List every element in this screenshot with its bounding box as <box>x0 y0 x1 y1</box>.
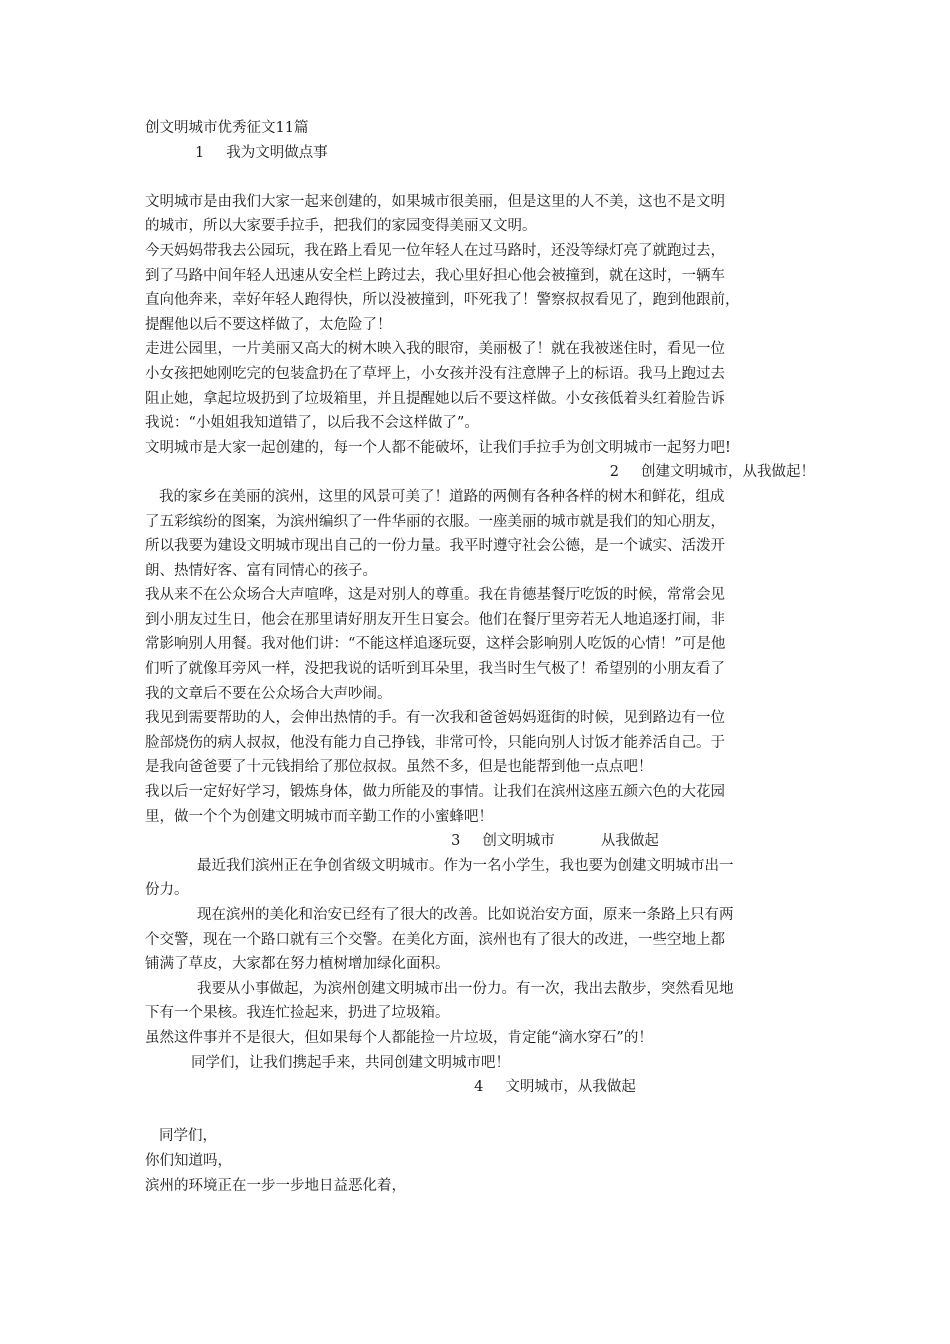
paragraph-line: 阻止她，拿起垃圾扔到了垃圾箱里，并且提醒她以后不要这样做。小女孩低着头红着脸告诉 <box>145 390 725 407</box>
paragraph-line: 同学们，让我们携起手来，共同创建文明城市吧！ <box>191 1054 510 1071</box>
document-title: 创文明城市优秀征文11篇 <box>145 120 309 136</box>
document-body <box>145 116 815 1198</box>
paragraph-line: 同学们， <box>159 1128 217 1145</box>
section-3-heading <box>145 829 815 854</box>
section-1-number: 1 <box>195 144 205 161</box>
paragraph-line: 我要从小事做起，为滨州创建文明城市出一份力。有一次，我出去散步，突然看见地 <box>197 980 734 997</box>
paragraph-line: 所以我要为建设文明城市现出自己的一份力量。我平时遵守社会公德，是一个诚实、活泼开 <box>145 538 725 555</box>
section-4-heading <box>145 1075 815 1100</box>
paragraph-line: 脸部烧伤的病人叔叔，他没有能力自己挣钱，非常可怜，只能向别人讨饭才能养活自己。于 <box>145 734 725 751</box>
section-1-heading <box>145 141 815 166</box>
paragraph-line: 份力。 <box>145 882 189 899</box>
blank-line <box>145 165 815 190</box>
section-3-title-b: 从我做起 <box>600 833 659 850</box>
section-2-number: 2 <box>609 464 619 481</box>
paragraph-line: 我从来不在公众场合大声喧哗，这是对别人的尊重。我在肯德基餐厅吃饭的时候，常常会见 <box>145 587 725 604</box>
section-1-title: 我为文明做点事 <box>226 144 328 161</box>
paragraph-line: 下有一个果核。我连忙捡起来，扔进了垃圾箱。 <box>145 1005 450 1022</box>
paragraph-line: 常影响别人用餐。我对他们讲：“不能这样追逐玩耍，这样会影响别人吃饭的心情！”可是他 <box>145 636 726 653</box>
paragraph-line: 我的文章后不要在公众场合大声吵闹。 <box>145 685 392 702</box>
paragraph-line: 直向他奔来，幸好年轻人跑得快，所以没被撞到，吓死我了！警察叔叔看见了，跑到他跟前， <box>145 292 740 309</box>
section-2-title: 创建文明城市，从我做起！ <box>641 464 815 481</box>
paragraph-line: 提醒他以后不要这样做了，太危险了！ <box>145 316 392 333</box>
paragraph-line: 是我向爸爸要了十元钱捐给了那位叔叔。虽然不多，但是也能帮到他一点点吧！ <box>145 759 653 776</box>
section-4-number: 4 <box>474 1079 484 1096</box>
paragraph-line: 我说：“小姐姐我知道错了，以后我不会这样做了”。 <box>145 415 479 432</box>
section-4-title: 文明城市，从我做起 <box>505 1079 636 1096</box>
section-3-title-a: 创文明城市 <box>482 833 555 850</box>
paragraph-line: 的城市，所以大家要手拉手，把我们的家园变得美丽又文明。 <box>145 218 537 235</box>
paragraph-line: 朗、热情好客、富有同情心的孩子。 <box>145 562 377 579</box>
section-3-number: 3 <box>451 833 461 850</box>
blank-line <box>145 1100 815 1125</box>
paragraph-line: 虽然这件事并不是很大，但如果每个人都能捡一片垃圾，肯定能“滴水穿石”的！ <box>145 1029 653 1046</box>
paragraph-line: 滨州的环境正在一步一步地日益恶化着， <box>145 1177 406 1194</box>
paragraph-line: 个交警，现在一个路口就有三个交警。在美化方面，滨州也有了很大的改进，一些空地上都 <box>145 931 725 948</box>
paragraph-line: 最近我们滨州正在争创省级文明城市。作为一名小学生，我也要为创建文明城市出一 <box>197 857 734 874</box>
paragraph-line: 文明城市是大家一起创建的，每一个人都不能破坏，让我们手拉手为创文明城市一起努力吧! <box>145 439 731 456</box>
paragraph-line: 你们知道吗， <box>145 1152 232 1169</box>
paragraph-line: 们听了就像耳旁风一样，没把我说的话听到耳朵里，我当时生气极了！希望别的小朋友看了 <box>145 661 725 678</box>
paragraph-line: 文明城市是由我们大家一起来创建的，如果城市很美丽，但是这里的人不美，这也不是文明 <box>145 193 725 210</box>
paragraph-line: 到小朋友过生日，他会在那里请好朋友开生日宴会。他们在餐厅里旁若无人地追逐打闹，非 <box>145 611 725 628</box>
paragraph-line: 现在滨州的美化和治安已经有了很大的改善。比如说治安方面，原来一条路上只有两 <box>197 907 734 923</box>
paragraph-line: 了五彩缤纷的图案，为滨州编织了一件华丽的衣服。一座美丽的城市就是我们的知心朋友， <box>145 513 725 530</box>
paragraph-line: 我以后一定好好学习，锻炼身体，做力所能及的事情。让我们在滨州这座五颜六色的大花园 <box>145 784 725 801</box>
paragraph-line: 铺满了草皮，大家都在努力植树增加绿化面积。 <box>145 956 450 973</box>
paragraph-line: 今天妈妈带我去公园玩，我在路上看见一位年轻人在过马路时，还没等绿灯亮了就跑过去， <box>145 242 725 259</box>
paragraph-line: 到了马路中间年轻人迅速从安全栏上跨过去，我心里好担心他会被撞到，就在这时，一辆车 <box>145 267 725 284</box>
section-2-heading <box>145 460 815 485</box>
paragraph-line: 走进公园里，一片美丽又高大的树木映入我的眼帘，美丽极了！就在我被迷住时，看见一位 <box>145 341 725 358</box>
paragraph-line: 小女孩把她刚吃完的包装盒扔在了草坪上，小女孩并没有注意牌子上的标语。我马上跑过去 <box>145 365 725 382</box>
paragraph-line: 里，做一个个为创建文明城市而辛勤工作的小蜜蜂吧！ <box>145 808 493 825</box>
paragraph-line: 我见到需要帮助的人，会伸出热情的手。有一次我和爸爸妈妈逛街的时候，见到路边有一位 <box>145 710 725 727</box>
paragraph-line: 我的家乡在美丽的滨州，这里的风景可美了！道路的两侧有各种各样的树木和鲜花，组成 <box>159 488 725 505</box>
